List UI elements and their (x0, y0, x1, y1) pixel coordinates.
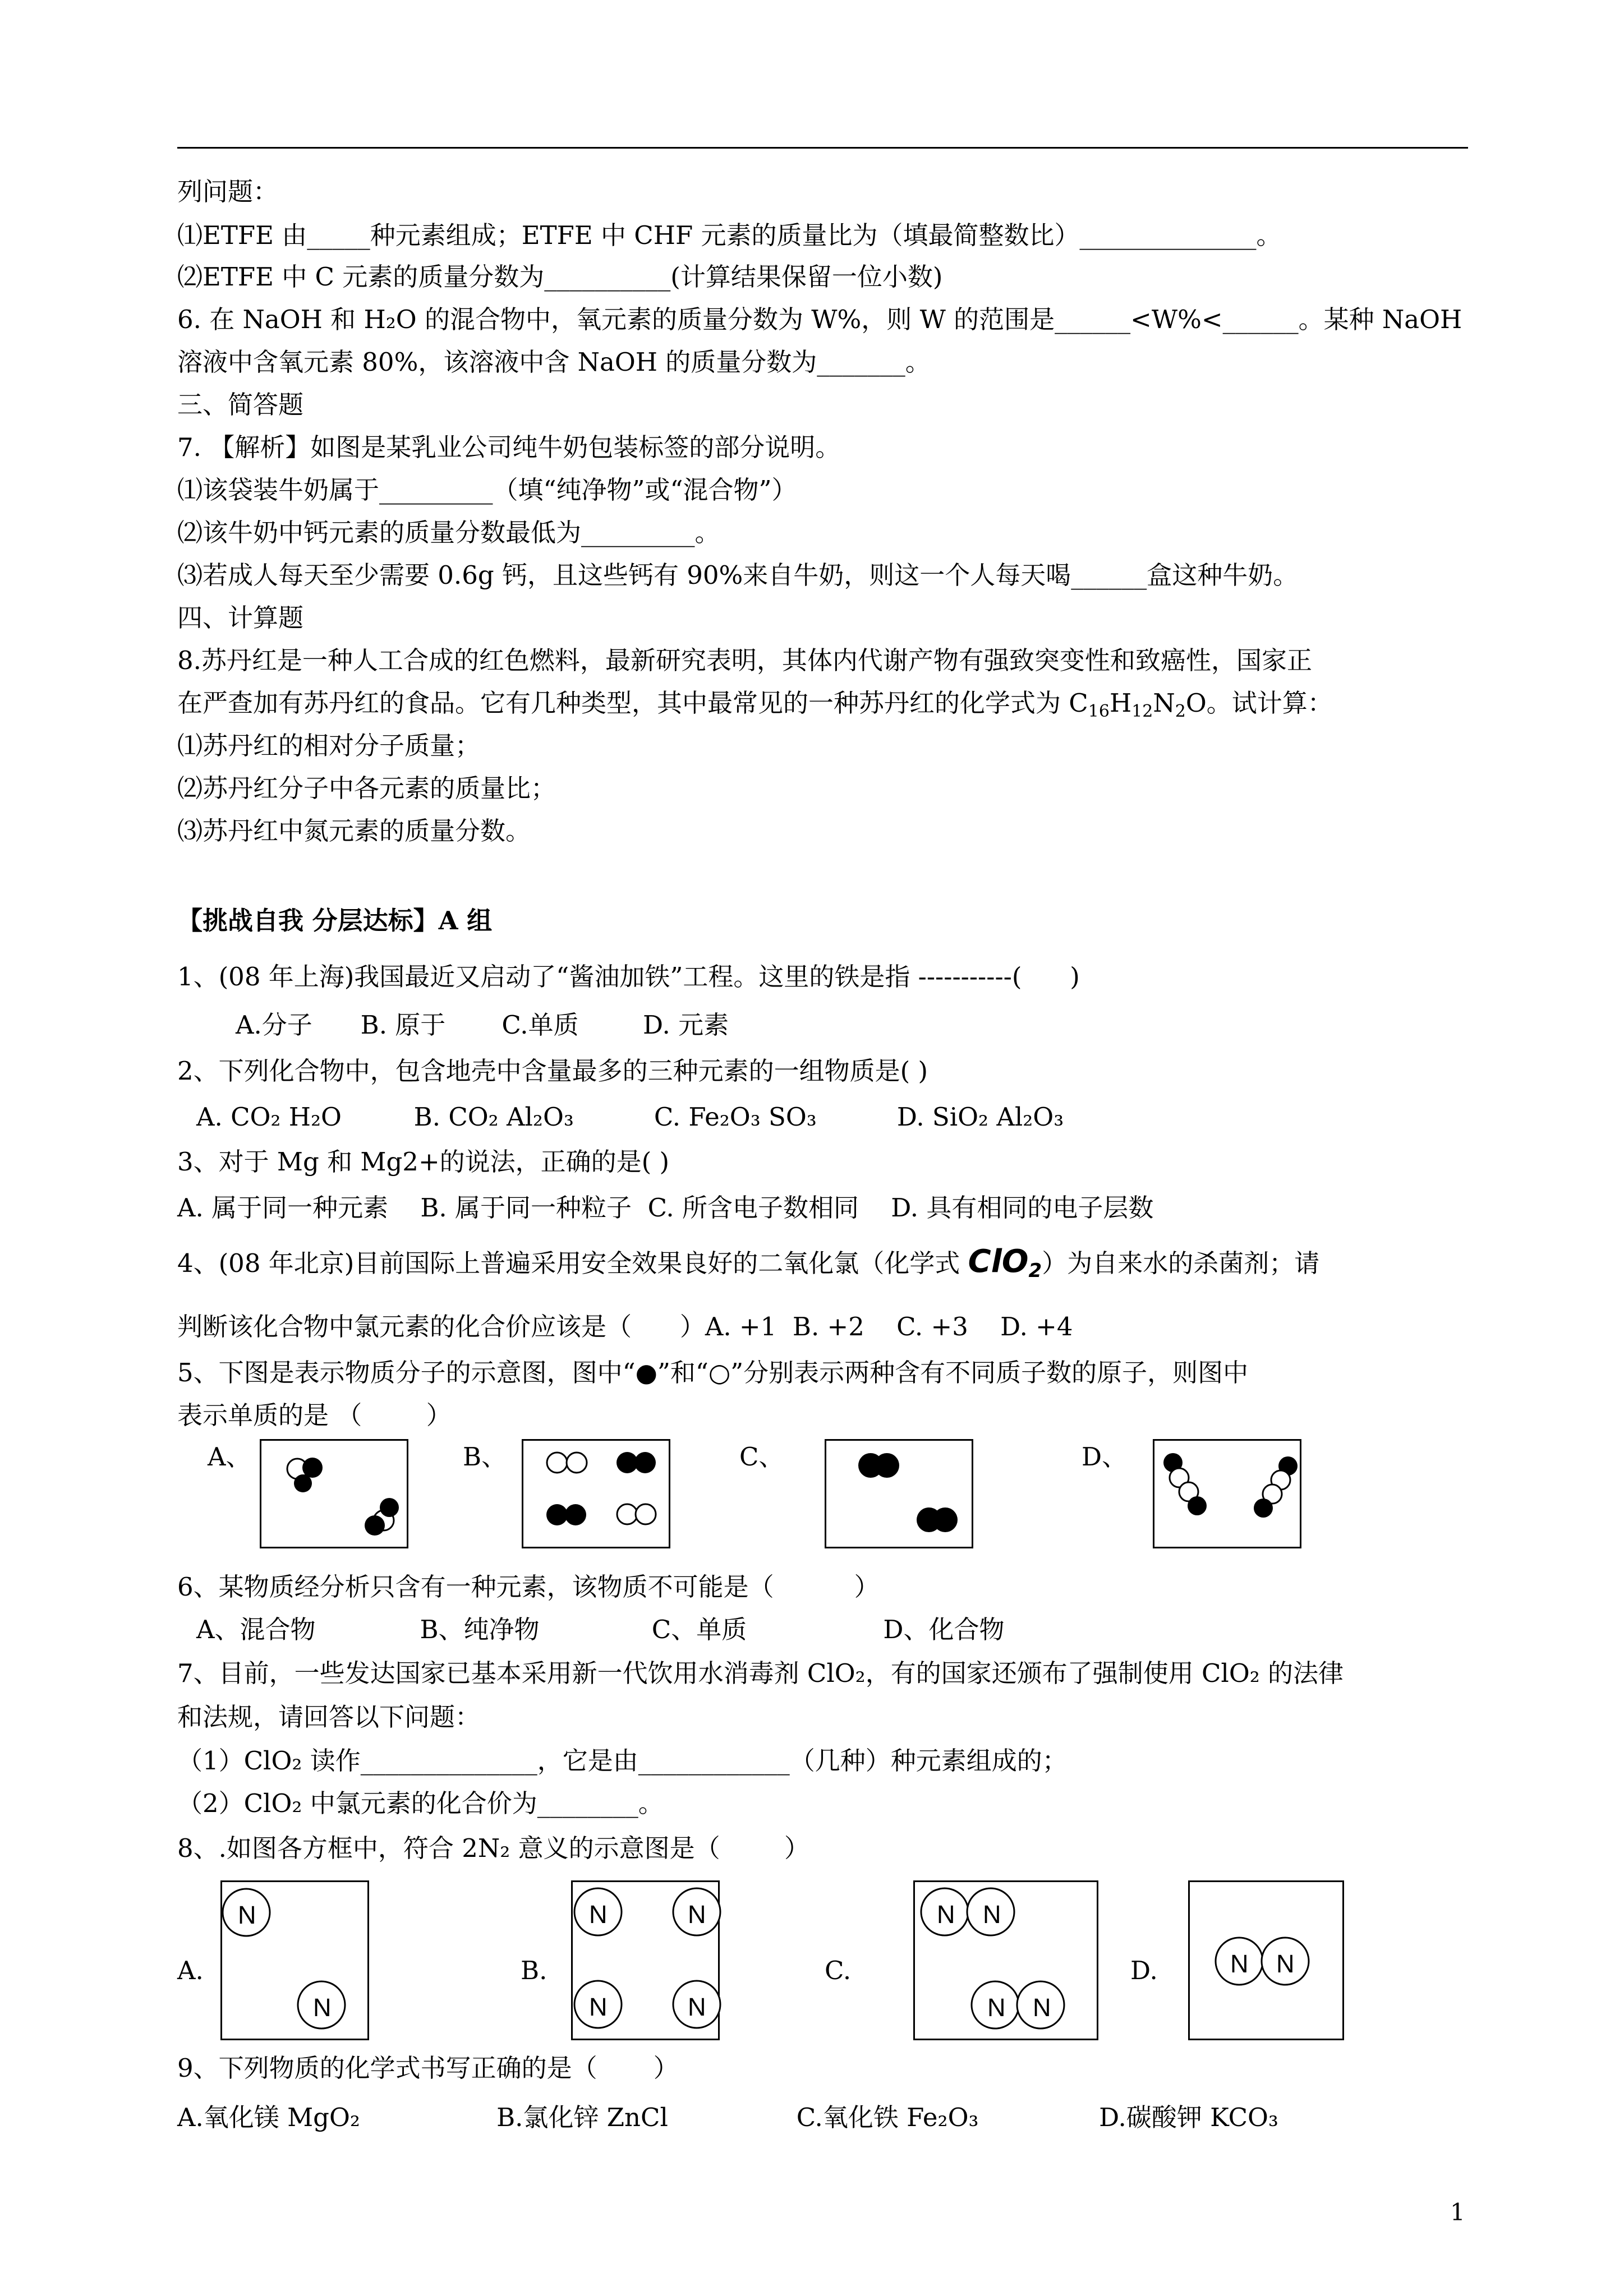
question-8-line1: 8.苏丹红是一种人工合成的红色燃料，最新研究表明，其体内代谢产物有强致突变性和致癌性，国家正 (177, 646, 1312, 675)
question-6-options: A、混合物 B、纯净物 C、单质 D、化合物 (196, 1615, 1005, 1644)
question-1: 1、(08 年上海)我国最近又启动了“酱油加铁”工程。这里的铁是指 -----------( ) (177, 962, 1080, 992)
text-line: ⑴该袋装牛奶属于_________（填“纯净物”或“混合物”） (177, 475, 797, 505)
atom-label: N (589, 1993, 608, 2021)
atom-label: N (987, 1993, 1006, 2022)
question-5-line2: 表示单质的是 （ ） (177, 1400, 452, 1430)
atom-label: N (589, 1900, 608, 1929)
q8-option-a-label: A. (177, 1956, 204, 1985)
question-7: 7. 【解析】如图是某乳业公司纯牛奶包装标签的部分说明。 (177, 432, 841, 462)
text-line: ⑶若成人每天至少需要 0.6g 钙，且这些钙有 90%来自牛奶，则这一个人每天喝______盒这种牛奶。 (177, 560, 1299, 590)
q5-diagram-c (825, 1439, 973, 1548)
section-heading: 三、简答题 (177, 390, 304, 419)
question-4-line1: 4、(08 年北京)目前国际上普遍采用安全效果良好的二氧化氯（化学式 ClO$_2$）为自来水的杀菌剂；请 (177, 1243, 1320, 1282)
q5-option-b-label: B、 (463, 1442, 507, 1472)
text-line: ⑵该牛奶中钙元素的质量分数最低为_________。 (177, 518, 720, 547)
q8-option-b-label: B. (521, 1956, 548, 1985)
question-2: 2、下列化合物中，包含地壳中含量最多的三种元素的一组物质是( ) (177, 1056, 928, 1086)
q8-option-d-label: D. (1130, 1956, 1158, 1985)
question-5-line1: 5、下图是表示物质分子的示意图，图中“●”和“○”分别表示两种含有不同质子数的原子，则图中 (177, 1358, 1249, 1387)
clo2-formula: ClO (968, 1243, 1029, 1280)
question-6-line2: 溶液中含氧元素 80%，该溶液中含 NaOH 的质量分数为_______。 (177, 347, 931, 377)
q5-option-d-label: D、 (1082, 1442, 1128, 1472)
atom-label: N (313, 1993, 332, 2022)
atom-label: N (688, 1993, 706, 2021)
atom-label: N (1230, 1949, 1249, 1978)
q5-diagram-b (522, 1439, 670, 1548)
atom-label: N (983, 1900, 1001, 1929)
section-title: 【挑战自我 分层达标】A 组 (177, 906, 493, 935)
text-line: ⑴ETFE 由_____种元素组成；ETFE 中 CHF 元素的质量比为（填最简整数比）______________。 (177, 220, 1282, 250)
question-9-options: A.氧化镁 MgO₂ B.氯化锌 ZnCl C.氧化铁 Fe₂O₃ D.碳酸钾 KCO₃ (177, 2103, 1278, 2132)
question-3-options: A. 属于同一种元素 B. 属于同一种粒子 C. 所含电子数相同 D. 具有相同的电子层数 (177, 1193, 1154, 1223)
question-8-line2: 在严查加有苏丹红的食品。它有几种类型，其中最常见的一种苏丹红的化学式为 $C_{16}H_{12}N_2O$。试计算： (177, 688, 1333, 721)
q5-diagram-a (260, 1439, 408, 1548)
text-line: ⑶苏丹红中氮元素的质量分数。 (177, 816, 531, 846)
question-7-line1: 7、目前，一些发达国家已基本采用新一代饮用水消毒剂 ClO₂，有的国家还颁布了强制使用 ClO₂ 的法律 (177, 1658, 1344, 1688)
question-1-options: A.分子 B. 原于 C.单质 D. 元素 (236, 1010, 729, 1040)
question-7-line2: 和法规，请回答以下问题： (177, 1702, 481, 1732)
atom-label: N (937, 1900, 955, 1929)
q5-option-c-label: C、 (739, 1442, 784, 1472)
q5-option-a-label: A、 (208, 1442, 251, 1472)
question-3: 3、对于 Mg 和 Mg2+的说法，正确的是( ) (177, 1147, 670, 1177)
question-2-options: A. CO₂ H₂O B. CO₂ Al₂O₃ C. Fe₂O₃ SO₃ D. SiO₂ Al₂O₃ (196, 1102, 1064, 1132)
atom-label: N (238, 1901, 256, 1929)
question-4-line2: 判断该化合物中氯元素的化合价应该是（ ）A. +1 B. +2 C. +3 D. +4 (177, 1312, 1073, 1341)
question-7-part1: （1）ClO₂ 读作______________，它是由____________（几种）种元素组成的； (177, 1746, 1068, 1776)
page-number: 1 (1450, 2198, 1465, 2226)
header-rule (177, 147, 1468, 149)
question-9: 9、下列物质的化学式书写正确的是（ ） (177, 2053, 679, 2083)
section-heading: 四、计算题 (177, 603, 304, 633)
q8-diagram-d (1188, 1880, 1344, 2040)
question-7-part2: （2）ClO₂ 中氯元素的化合价为________。 (177, 1788, 664, 1818)
atom-label: N (688, 1900, 706, 1929)
atom-label: N (1276, 1949, 1295, 1978)
text-line: 列问题： (177, 177, 279, 206)
text-line: ⑵苏丹红分子中各元素的质量比； (177, 773, 556, 803)
q8-option-c-label: C. (825, 1956, 852, 1985)
question-8: 8、.如图各方框中，符合 2N₂ 意义的示意图是（ ） (177, 1833, 810, 1863)
question-6-line1: 6. 在 NaOH 和 H₂O 的混合物中，氧元素的质量分数为 W%，则 W 的范围是______<W%<______。某种 NaOH (177, 305, 1462, 334)
text-line: ⑴苏丹红的相对分子质量； (177, 731, 481, 760)
q5-diagram-d (1153, 1439, 1301, 1548)
text-line: ⑵ETFE 中 C 元素的质量分数为__________(计算结果保留一位小数) (177, 262, 943, 292)
question-6: 6、某物质经分析只含有一种元素，该物质不可能是（ ） (177, 1572, 880, 1602)
atom-label: N (1033, 1993, 1051, 2022)
